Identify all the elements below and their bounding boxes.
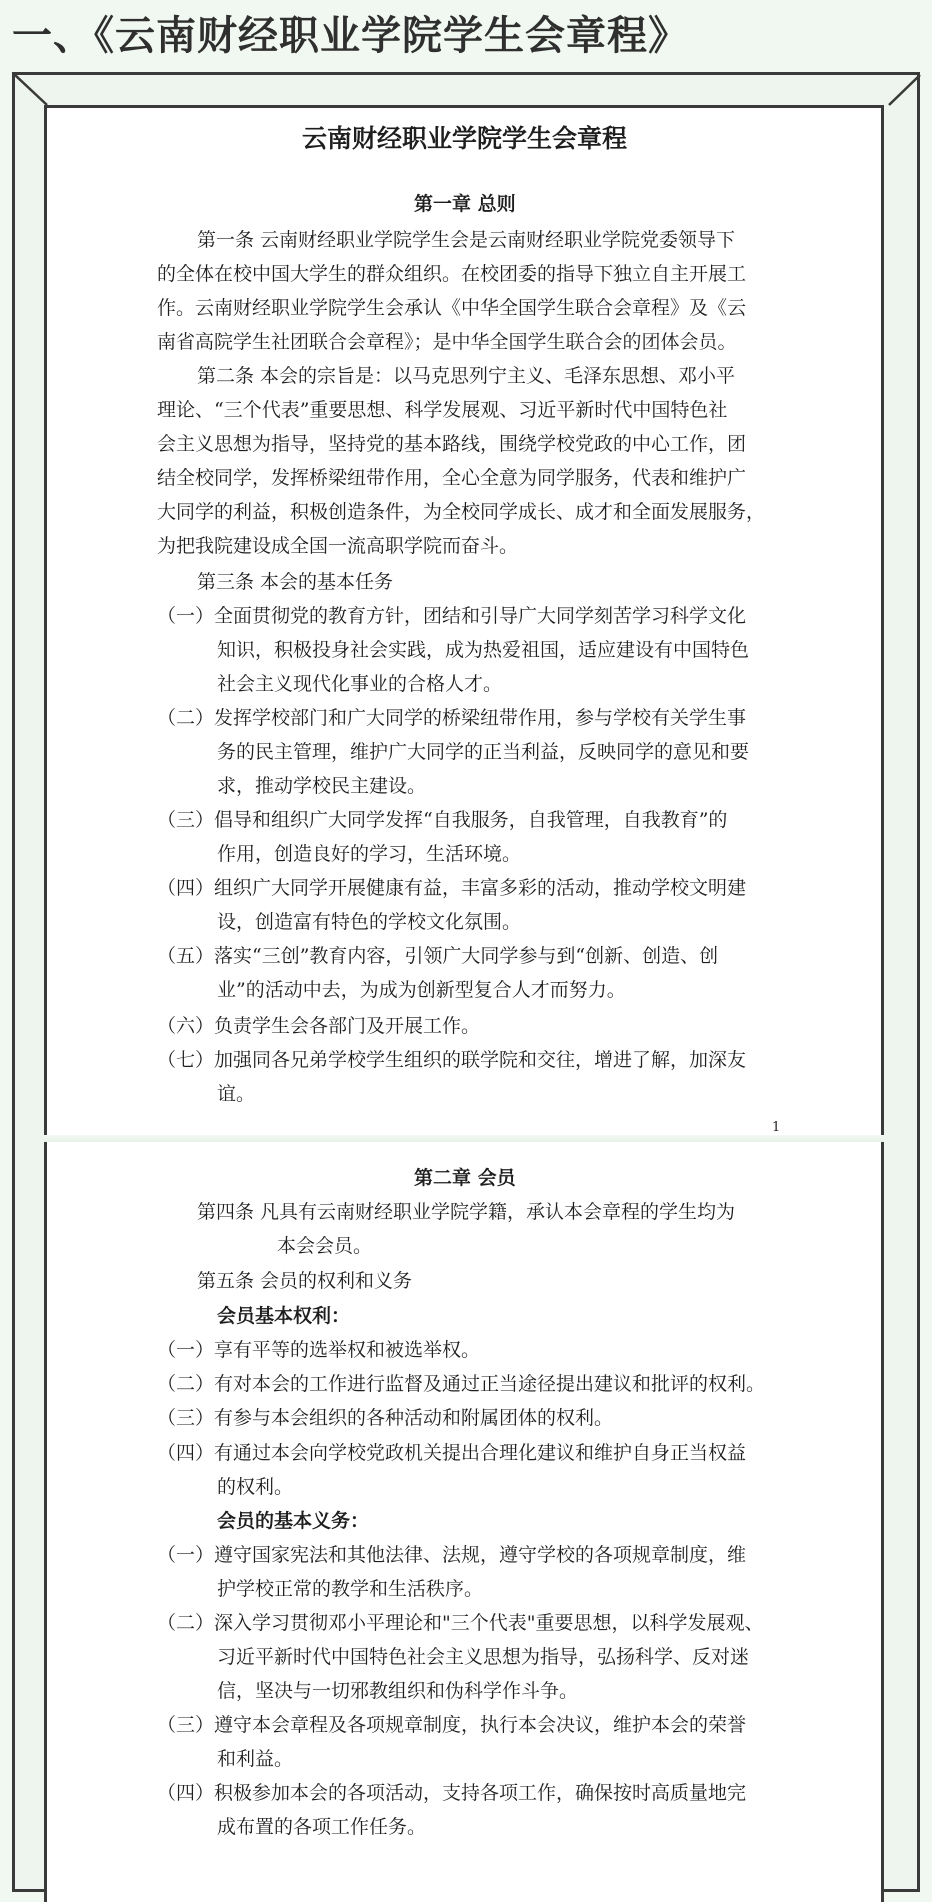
text-line: 会主义思想为指导，坚持党的基本路线，围绕学校党政的中心工作，团	[157, 433, 747, 455]
chapter-heading: 第一章 总则	[414, 193, 516, 215]
chapter-heading: 第二章 会员	[414, 1167, 516, 1189]
text-line: 和利益。	[217, 1748, 294, 1770]
list-item: （一）全面贯彻党的教育方针，团结和引导广大同学刻苦学习科学文化	[157, 605, 747, 627]
text-line: 务的民主管理，维护广大同学的正当利益，反映同学的意见和要	[217, 741, 750, 763]
subheading: 会员基本权利：	[217, 1305, 351, 1327]
text-line: 谊。	[217, 1083, 256, 1105]
text-line: 信，坚决与一切邪教组织和伪科学作斗争。	[217, 1680, 579, 1702]
list-item: （三）有参与本会组织的各种活动和附属团体的权利。	[157, 1407, 614, 1429]
list-item: （一）遵守国家宪法和其他法律、法规，遵守学校的各项规章制度，维	[157, 1544, 747, 1566]
text-line: 求，推动学校民主建设。	[217, 775, 427, 797]
text-line: 南省高院学生社团联合会章程》；是中华全国学生联合会的团体会员。	[157, 331, 737, 353]
text-line: 的权利。	[217, 1476, 294, 1498]
text-line: 第二条 本会的宗旨是：以马克思列宁主义、毛泽东思想、邓小平	[197, 365, 736, 387]
list-item: （三）倡导和组织广大同学发挥“自我服务，自我管理，自我教育”的	[157, 809, 728, 831]
text-line: 理论、“三个代表”重要思想、科学发展观、习近平新时代中国特色社	[157, 399, 728, 421]
text-line: 作用，创造良好的学习，生活环境。	[217, 843, 522, 865]
text-line: 知识，积极投身社会实践，成为热爱祖国，适应建设有中国特色	[217, 639, 750, 661]
list-item: （四）组织广大同学开展健康有益，丰富多彩的活动，推动学校文明建	[157, 877, 747, 899]
text-line: 第四条 凡具有云南财经职业学院学籍，承认本会章程的学生均为	[197, 1201, 736, 1223]
text-line: 作。云南财经职业学院学生会承认《中华全国学生联合会章程》及《云	[157, 297, 747, 319]
subheading: 会员的基本义务：	[217, 1510, 370, 1532]
text-line: 社会主义现代化事业的合格人才。	[217, 673, 503, 695]
text-line: 第三条 本会的基本任务	[197, 571, 394, 593]
text-line: 设，创造富有特色的学校文化氛围。	[217, 911, 522, 933]
text-line: 结全校同学，发挥桥梁纽带作用，全心全意为同学服务，代表和维护广	[157, 467, 747, 489]
text-line: 第一条 云南财经职业学院学生会是云南财经职业学院党委领导下	[197, 229, 736, 251]
list-item: （六）负责学生会各部门及开展工作。	[157, 1015, 481, 1037]
document-title: 云南财经职业学院学生会章程	[302, 124, 628, 153]
list-item: （二）发挥学校部门和广大同学的桥梁纽带作用，参与学校有关学生事	[157, 707, 747, 729]
list-item: （一）享有平等的选举权和被选举权。	[157, 1339, 481, 1361]
page-break	[44, 1135, 884, 1142]
list-item: （三）遵守本会章程及各项规章制度，执行本会决议，维护本会的荣誉	[157, 1714, 747, 1736]
text-line: 业”的活动中去，为成为创新型复合人才而努力。	[217, 979, 626, 1001]
text-line: 的全体在校中国大学生的群众组织。在校团委的指导下独立自主开展工	[157, 263, 747, 285]
text-line: 为把我院建设成全国一流高职学院而奋斗。	[157, 535, 519, 557]
text-line: 本会会员。	[277, 1235, 373, 1257]
list-item: （四）积极参加本会的各项活动，支持各项工作，确保按时高质量地完	[157, 1782, 747, 1804]
list-item: （四）有通过本会向学校党政机关提出合理化建议和维护自身正当权益	[157, 1442, 747, 1464]
text-line: 成布置的各项工作任务。	[217, 1816, 427, 1838]
list-item: （七）加强同各兄弟学校学生组织的联学院和交往，增进了解，加深友	[157, 1049, 747, 1071]
list-item: （二）有对本会的工作进行监督及通过正当途径提出建议和批评的权利。	[157, 1373, 766, 1395]
text-line: 习近平新时代中国特色社会主义思想为指导，弘扬科学、反对迷	[217, 1646, 750, 1668]
page-number: 1	[772, 1120, 781, 1135]
section-heading: 一、《云南财经职业学院学生会章程》	[12, 13, 689, 59]
text-line: 大同学的利益，积极创造条件，为全校同学成长、成才和全面发展服务，	[157, 501, 766, 523]
list-item: （五）落实“三创”教育内容，引领广大同学参与到“创新、创造、创	[157, 945, 719, 967]
list-item: （二）深入学习贯彻邓小平理论和"三个代表"重要思想，以科学发展观、	[157, 1612, 764, 1634]
text-line: 护学校正常的教学和生活秩序。	[217, 1578, 484, 1600]
text-line: 第五条 会员的权利和义务	[197, 1270, 413, 1292]
